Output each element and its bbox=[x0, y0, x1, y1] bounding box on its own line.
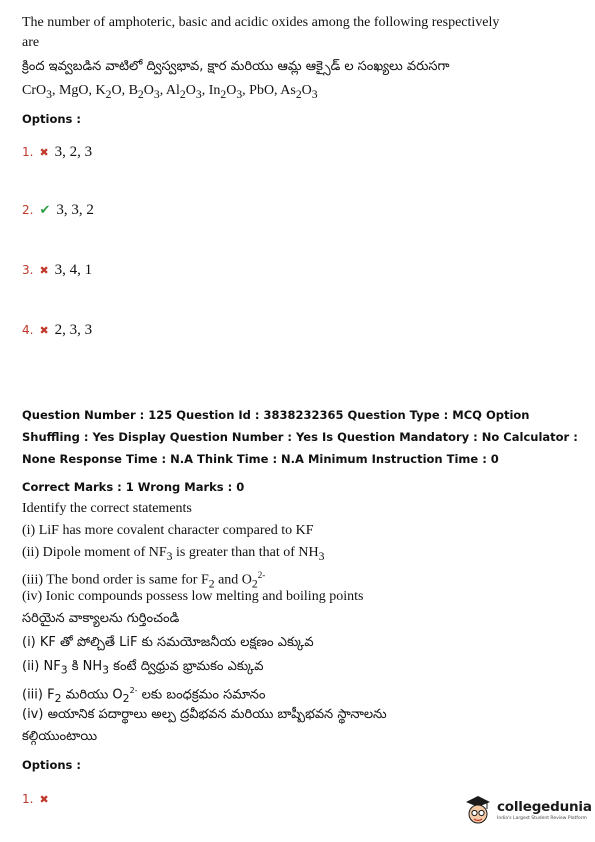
statement-4-en: (iv) Ionic compounds possess low melting and boiling points bbox=[22, 589, 364, 604]
collegedunia-logo bbox=[463, 789, 593, 831]
statement-3-en: (iii) The bond order is same for $F_2$ and $O_2^{2-}$ bbox=[22, 570, 266, 591]
statement-4-te: (iv) అయానిక పదార్థాలు అల్ప ద్రవీభవన మరియు బాష్పీభవన స్థానాలను bbox=[22, 707, 387, 722]
cross-icon: ✖ bbox=[39, 793, 49, 806]
question-metadata: Question Number : 125 Question Id : 3838232365 Question Type : MCQ Option Shuffling : Yes Display Question Number : Yes Is Question Mandatory : No Calculator : None Response Time : N.A Think Time : N.A Minimum Instruction Time : 0 bbox=[22, 408, 578, 466]
option-number: 2. bbox=[22, 203, 34, 217]
question-prompt-te: సరియైన వాక్యాలను గుర్తించండి bbox=[22, 611, 180, 626]
option-value: 3, 4, 1 bbox=[54, 262, 93, 278]
statement-4-te-cont: కల్గియుంటాయి bbox=[22, 729, 98, 744]
option-3[interactable] bbox=[22, 262, 92, 279]
mascot-icon bbox=[463, 793, 493, 827]
statement-2-te: (ii) $NF_3$ కి $NH_3$ కంటే ద్విధ్రువ భ్రామకం ఎక్కువ bbox=[22, 659, 264, 677]
options-label: Options : bbox=[22, 758, 81, 772]
option-4[interactable] bbox=[22, 322, 92, 339]
brand-name: collegedunia bbox=[497, 799, 592, 815]
option-number: 1. bbox=[22, 145, 34, 159]
option-1[interactable] bbox=[22, 792, 55, 806]
statement-2-en: (ii) Dipole moment of $NF_3$ is greater than that of $NH_3$ bbox=[22, 545, 325, 563]
option-value: 3, 2, 3 bbox=[54, 144, 93, 160]
option-value: 3, 3, 2 bbox=[56, 202, 94, 218]
check-icon: ✔ bbox=[39, 203, 51, 218]
question-text-en-cont: are bbox=[22, 35, 40, 50]
cross-icon: ✖ bbox=[39, 146, 49, 159]
marks-info: Correct Marks : 1 Wrong Marks : 0 bbox=[22, 480, 245, 494]
option-2[interactable] bbox=[22, 202, 94, 219]
question-text-te: క్రింద ఇవ్వబడిన వాటిలో ద్విస్వభావ, క్షార మరియు ఆమ్ల ఆక్సైడ్ ల సంఖ్యలు వరుసగా bbox=[22, 59, 450, 74]
question-prompt-en: Identify the correct statements bbox=[22, 501, 192, 516]
option-value: 2, 3, 3 bbox=[54, 322, 93, 338]
oxide-formula-list: CrO$_3$, MgO, $K_2O$, $B_2O_3$, $Al_2O_3$, $In_2O_3$, PbO, $As_2O_3$ bbox=[22, 83, 318, 101]
statement-3-te: (iii) $F_2$ మరియు $O_2^{2-}$ లకు బంధక్రమం సమానం bbox=[22, 686, 266, 705]
option-1[interactable] bbox=[22, 144, 92, 161]
option-number: 3. bbox=[22, 263, 34, 277]
cross-icon: ✖ bbox=[39, 324, 49, 337]
statement-1-en: (i) LiF has more covalent character compared to KF bbox=[22, 523, 314, 538]
brand-tagline: India's Largest Student Review Platform bbox=[497, 816, 587, 821]
options-label: Options : bbox=[22, 112, 81, 126]
option-number: 4. bbox=[22, 323, 34, 337]
question-text-en: The number of amphoteric, basic and acidic oxides among the following respectively bbox=[22, 15, 500, 30]
cross-icon: ✖ bbox=[39, 264, 49, 277]
statement-1-te: (i) KF తో పోల్చితే LiF కు సమయోజనీయ లక్షణం ఎక్కువ bbox=[22, 635, 314, 650]
option-number: 1. bbox=[22, 792, 34, 806]
